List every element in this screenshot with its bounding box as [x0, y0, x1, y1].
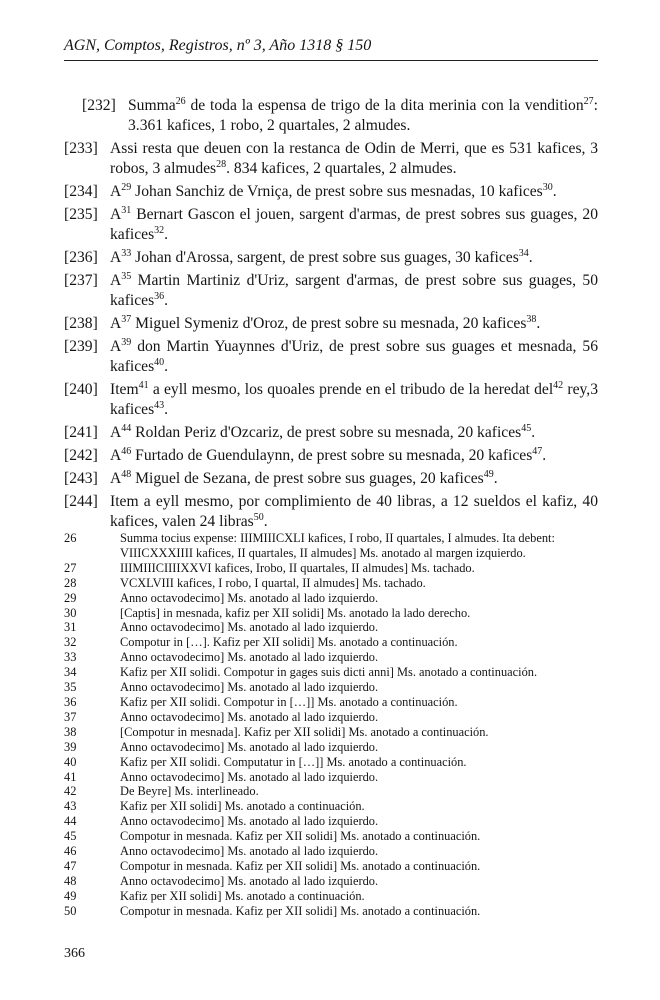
- footnote-text: Anno octavodecimo] Ms. anotado al lado izquierdo.: [120, 844, 379, 859]
- entry-text: $A^{44}$ Roldan Periz d'Ozcariz, de prest sobre su mesnada, 20 kafices$^{45}$.: [110, 423, 536, 441]
- entry-text: Item a eyll mesmo, por complimiento de 40 libras, a 12 sueldos el kafiz, 40 kafices, valen 24 libras$^{50}$.: [110, 493, 598, 530]
- entry-number: [241]: [64, 424, 98, 441]
- entry-number: [242]: [64, 447, 98, 464]
- footnote-text: Compotur in […]. Kafiz per XII solidi] Ms. anotado a continuación.: [120, 635, 458, 650]
- footnote: [64, 784, 598, 799]
- entry-row: [64, 248, 598, 268]
- footnote-text: Anno octavodecimo] Ms. anotado al lado izquierdo.: [120, 620, 379, 635]
- entry-number: [234]: [64, 183, 98, 200]
- footnote-number: 39: [64, 739, 77, 754]
- footnote-text: Kafiz per XII solidi. Compotur in […]] Ms. anotado a continuación.: [120, 694, 458, 709]
- entry-text: $A^{48}$ Miguel de Sezana, de prest sobre sus guages, 20 kafices$^{49}$.: [110, 469, 498, 487]
- footnote: [64, 635, 598, 650]
- footnote-number: 29: [64, 590, 77, 605]
- footnote-number: 44: [64, 814, 77, 829]
- footnote-text: Anno octavodecimo] Ms. anotado al lado izquierdo.: [120, 709, 379, 724]
- footnote: [64, 591, 598, 606]
- footnote-number: 28: [64, 575, 77, 590]
- entry-text: Assi resta que deuen con la restanca de Odin de Merri, que es 531 kafices, 3 robos, 3 almudes$^{28}$. 834 kafices, 2 quartales, 2 almudes.: [110, 140, 598, 177]
- footnote-text: Anno octavodecimo] Ms. anotado al lado izquierdo.: [120, 650, 379, 665]
- footnote-number: 30: [64, 605, 77, 620]
- footnote-ref: 42: [553, 380, 564, 391]
- footnote-text: Compotur in mesnada. Kafiz per XII solidi] Ms. anotado a continuación.: [120, 903, 481, 918]
- footnote-ref: 33: [121, 248, 132, 259]
- footnote: [64, 755, 598, 770]
- footnote-text: Kafiz per XII solidi. Compotur in gages suis dicti anni] Ms. anotado a continuación.: [120, 665, 538, 680]
- entry-text: $A^{46}$ Furtado de Guendulaynn, de prest sobre su mesnada, 20 kafices$^{47}$.: [110, 446, 547, 464]
- footnote-ref: 50: [253, 512, 264, 523]
- footnote-number: 37: [64, 709, 77, 724]
- footnote-number: 40: [64, 754, 77, 769]
- entry-row: [64, 271, 598, 311]
- footnote-ref: 28: [216, 159, 227, 170]
- entry-number: [239]: [64, 338, 98, 355]
- footnote-text: Anno octavodecimo] Ms. anotado al lado izquierdo.: [120, 814, 379, 829]
- entry-row: [64, 492, 598, 532]
- footnote-text: Kafiz per XII solidi] Ms. anotado a continuación.: [120, 799, 365, 814]
- footnote: [64, 561, 598, 576]
- footnote: [64, 680, 598, 695]
- footnote-number: 32: [64, 635, 77, 650]
- entry-number: [243]: [64, 470, 98, 487]
- footnote: [64, 740, 598, 755]
- page-number: 366: [64, 946, 85, 961]
- footnote-number: 26: [64, 531, 77, 545]
- footnote-number: 31: [64, 620, 77, 635]
- footnote-text: Anno octavodecimo] Ms. anotado al lado izquierdo.: [120, 873, 379, 888]
- footnote-ref: 32: [154, 225, 165, 236]
- running-head: AGN, Comptos, Registros, nº 3, Año 1318 § 150: [64, 37, 372, 54]
- entry-text: $A^{29}$ Johan Sanchiz de Vrniça, de prest sobre sus mesnadas, 10 kafices$^{30}$.: [110, 182, 557, 200]
- footnote-ref: 31: [121, 205, 132, 216]
- footnote: [64, 799, 598, 814]
- entry-text: $A^{35}$ Martin Martiniz d'Uriz, sargent d'armas, de prest sobre sus guages, 50 kafices$^{36}$.: [110, 271, 598, 309]
- footnote-number: 47: [64, 858, 77, 873]
- entry-number: [233]: [64, 140, 98, 157]
- entry-row: [64, 182, 598, 202]
- footnote: [64, 770, 598, 785]
- footnote-text: IIIMIIICIIIIXXVI kafices, Irobo, II quartales, II almudes] Ms. tachado.: [120, 560, 475, 575]
- entry-row: [64, 337, 598, 377]
- footnote-number: 33: [64, 650, 77, 665]
- footnote-text: Anno octavodecimo] Ms. anotado al lado izquierdo.: [120, 769, 379, 784]
- footnote: [64, 531, 598, 561]
- entry-number: [240]: [64, 381, 98, 398]
- footnote: [64, 695, 598, 710]
- footnote-ref: 40: [154, 357, 165, 368]
- footnote-text: Compotur in mesnada. Kafiz per XII solidi] Ms. anotado a continuación.: [120, 858, 481, 873]
- footnote-ref: 38: [526, 314, 537, 325]
- entry-number: [232]: [82, 97, 116, 114]
- entry-row: [64, 446, 598, 466]
- footnote-ref: 48: [121, 469, 132, 480]
- footnote-number: 42: [64, 784, 77, 799]
- footnote-text: VCXLVIII kafices, I robo, I quartal, II almudes] Ms. tachado.: [120, 575, 426, 590]
- footnote-number: 43: [64, 799, 77, 814]
- footnote-text: Kafiz per XII solidi. Computatur in […]] Ms. anotado a continuación.: [120, 754, 467, 769]
- footnotes-list: [64, 531, 598, 919]
- footnote: [64, 889, 598, 904]
- entry-row: [64, 139, 598, 179]
- entry-number: [237]: [64, 272, 98, 289]
- footnote-text: Summa tocius expense: IIIMIIICXLI kafices, I robo, II quartales, I almudes. Ita debent: VIIICXXXIIII kafices, II quartales, II almudes] Ms. anotado al margen izquierdo.: [120, 531, 555, 560]
- entry-number: [235]: [64, 206, 98, 223]
- entry-row: [64, 314, 598, 334]
- footnote-ref: 41: [138, 380, 149, 391]
- entries-list: [64, 96, 598, 535]
- header-rule: [64, 60, 598, 61]
- footnote-ref: 37: [121, 314, 132, 325]
- footnote-ref: 34: [518, 248, 529, 259]
- footnote: [64, 665, 598, 680]
- entry-number: [236]: [64, 249, 98, 266]
- footnote-ref: 30: [542, 182, 553, 193]
- footnote: [64, 576, 598, 591]
- footnote-number: 34: [64, 665, 77, 680]
- footnote-ref: 46: [121, 446, 132, 457]
- footnote-number: 45: [64, 829, 77, 844]
- footnote: [64, 814, 598, 829]
- footnote-number: 49: [64, 888, 77, 903]
- footnote-number: 48: [64, 873, 77, 888]
- entry-number: [244]: [64, 493, 98, 510]
- footnote: [64, 844, 598, 859]
- footnote: [64, 725, 598, 740]
- footnote: [64, 904, 598, 919]
- footnote-text: Compotur in mesnada. Kafiz per XII solidi] Ms. anotado a continuación.: [120, 829, 481, 844]
- footnote-text: Kafiz per XII solidi] Ms. anotado a continuación.: [120, 888, 365, 903]
- footnote: [64, 606, 598, 621]
- footnote-ref: 39: [121, 337, 132, 348]
- footnote-ref: 43: [154, 400, 165, 411]
- entry-text: $A^{37}$ Miguel Symeniz d'Oroz, de prest sobre su mesnada, 20 kafices$^{38}$.: [110, 314, 541, 332]
- footnote-ref: 36: [154, 291, 165, 302]
- footnote-number: 46: [64, 844, 77, 859]
- footnote-ref: 45: [521, 423, 532, 434]
- entry-row: [64, 423, 598, 443]
- footnote-ref: 47: [532, 446, 543, 457]
- footnote-number: 27: [64, 560, 77, 575]
- footnote-ref: 49: [483, 469, 494, 480]
- footnote: [64, 710, 598, 725]
- footnote-ref: 35: [121, 271, 132, 282]
- entry-row: [64, 469, 598, 489]
- footnote-number: 38: [64, 724, 77, 739]
- entry-row: [64, 96, 598, 136]
- footnote-number: 35: [64, 680, 77, 695]
- footnote-number: 41: [64, 769, 77, 784]
- entry-text: Summa$^{26}$ de toda la espensa de trigo de la dita merinia con la vendition$^{27}$: 3.361 kafices, 1 robo, 2 quartales, 2 almudes.: [128, 96, 598, 134]
- entry-text: $A^{31}$ Bernart Gascon el jouen, sargent d'armas, de prest sobres sus guages, 20 kafices$^{32}$.: [110, 205, 598, 243]
- entry-text: Item$^{41}$ a eyll mesmo, los quoales prende en el tribudo de la heredat del$^{42}$ rey,3 kafices$^{43}$.: [110, 380, 598, 418]
- footnote-ref: 26: [175, 96, 186, 107]
- footnote: [64, 859, 598, 874]
- footnote-number: 50: [64, 903, 77, 918]
- entry-row: [64, 205, 598, 245]
- entry-text: $A^{33}$ Johan d'Arossa, sargent, de prest sobre sus guages, 30 kafices$^{34}$.: [110, 248, 533, 266]
- footnote-ref: 29: [121, 182, 132, 193]
- footnote-ref: 44: [121, 423, 132, 434]
- entry-row: [64, 380, 598, 420]
- footnote-text: Anno octavodecimo] Ms. anotado al lado izquierdo.: [120, 590, 379, 605]
- footnote: [64, 874, 598, 889]
- entry-number: [238]: [64, 315, 98, 332]
- footnote-text: Anno octavodecimo] Ms. anotado al lado izquierdo.: [120, 739, 379, 754]
- footnote: [64, 650, 598, 665]
- footnote-ref: 27: [583, 96, 594, 107]
- footnote-number: 36: [64, 694, 77, 709]
- footnote-text: De Beyre] Ms. interlineado.: [120, 784, 259, 799]
- footnote-text: Anno octavodecimo] Ms. anotado al lado izquierdo.: [120, 680, 379, 695]
- entry-text: $A^{39}$ don Martin Yuaynnes d'Uriz, de prest sobre sus guages et mesnada, 56 kafices$^{40}$.: [110, 337, 598, 375]
- footnote: [64, 829, 598, 844]
- footnote-text: [Captis] in mesnada, kafiz per XII solidi] Ms. anotado la lado derecho.: [120, 605, 471, 620]
- footnote: [64, 620, 598, 635]
- footnote-text: [Compotur in mesnada]. Kafiz per XII solidi] Ms. anotado a continuación.: [120, 724, 489, 739]
